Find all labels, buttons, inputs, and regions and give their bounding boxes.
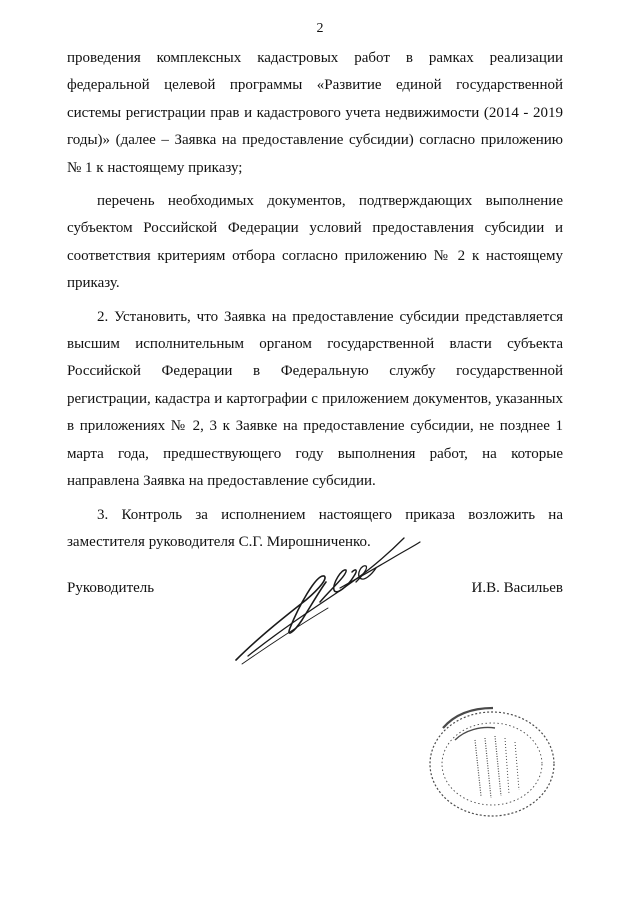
paragraph-continuation: проведения комплексных кадастровых работ в рамках реализации федеральной целевой программы «Развитие единой государственной системы регистрации прав и кадастрового учета недвижимости (2014 - 2019 годы)» (далее – Заявка на предоставление субсидии) согласно приложению № 1 к настоящему приказу; [67,50,563,176]
document-body [67,45,563,556]
paragraph-item-3: 3. Контроль за исполнением настоящего приказа возложить на заместителя руководителя С.Г. Мирошниченко. [67,506,563,550]
round-stamp-seal-icon [415,700,565,822]
handwritten-signature-icon [228,528,428,668]
signer-name: И.В. Васильев [471,580,563,596]
paragraph-documents-list: перечень необходимых документов, подтверждающих выполнение субъектом Российской Федерации условий предоставления субсидии и соответствия критериям отбора согласно приложению № 2 к настоящему приказу. [67,193,563,292]
paragraph-item-2: 2. Установить, что Заявка на предоставление субсидии представляется высшим исполнительным органом государственной власти субъекта Российской Федерации в Федеральную службу государственной регистрации, кадастра и картографии с приложением документов, указанных в приложениях № 2, 3 к Заявке на предоставление субсидии, не позднее 1 марта года, предшествующего году выполнения работ, на которые направлена Заявка на предоставление субсидии. [67,308,563,490]
signer-title: Руководитель [67,580,155,596]
page-number: 2 [316,21,324,36]
